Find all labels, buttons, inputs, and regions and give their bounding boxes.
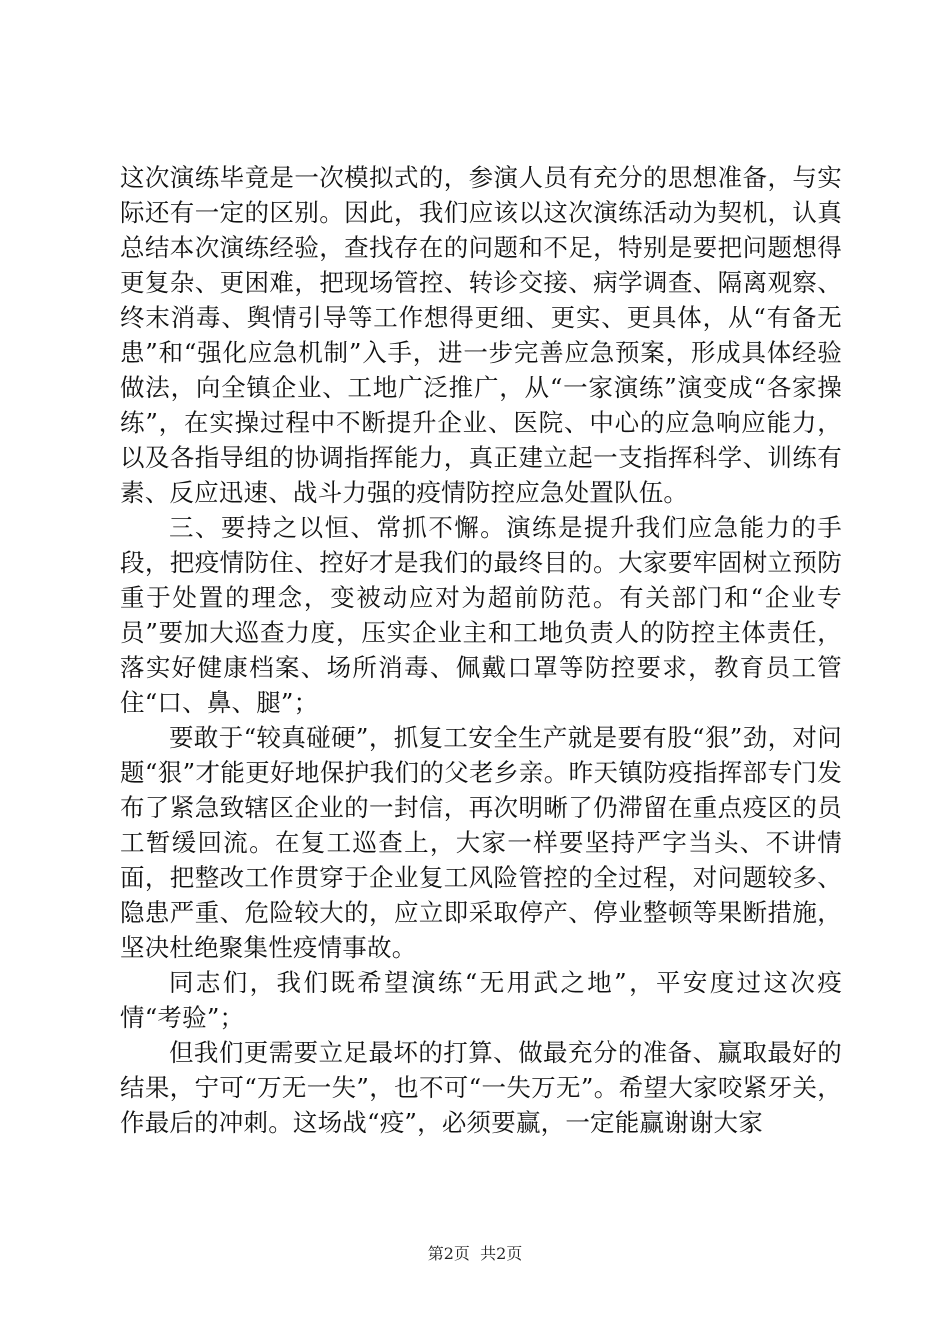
paragraph-2: 三、要持之以恒、常抓不懈。演练是提升我们应急能力的手段，把疫情防住、控好才是我们的最终目的。大家要牢固树立预防重于处置的理念，变被动应对为超前防范。有关部门和“企业专员”要加大巡查力度，压实企业主和工地负责人的防控主体责任，落实好健康档案、场所消毒、佩戴口罩等防控要求，教育员工管住“口、鼻、腿”； [120, 513, 842, 717]
paragraph-3: 要敢于“较真碰硬”，抓复工安全生产就是要有股“狠”劲，对问题“狠”才能更好地保护我们的父老乡亲。昨天镇防疫指挥部专门发布了紧急致辖区企业的一封信，再次明晰了仍滞留在重点疫区的员工暂缓回流。在复工巡查上，大家一样要坚持严字当头、不讲情面，把整改工作贯穿于企业复工风险管控的全过程，对问题较多、隐患严重、危险较大的，应立即采取停产、停业整顿等果断措施，坚决杜绝聚集性疫情事故。 [120, 723, 842, 962]
page-total: 共2页 [480, 1244, 523, 1263]
document-body [120, 160, 842, 1140]
paragraph-1: 这次演练毕竟是一次模拟式的，参演人员有充分的思想准备，与实际还有一定的区别。因此，我们应该以这次演练活动为契机，认真总结本次演练经验，查找存在的问题和不足，特别是要把问题想得更复杂、更困难，把现场管控、转诊交接、病学调查、隔离观察、终末消毒、舆情引导等工作想得更细、更实、更具体，从“有备无患”和“强化应急机制”入手，进一步完善应急预案，形成具体经验做法，向全镇企业、工地广泛推广，从“一家演练”演变成“各家操练”，在实操过程中不断提升企业、医院、中心的应急响应能力，以及各指导组的协调指挥能力，真正建立起一支指挥科学、训练有素、反应迅速、战斗力强的疫情防控应急处置队伍。 [120, 163, 842, 507]
paragraph-4: 同志们，我们既希望演练“无用武之地”，平安度过这次疫情“考验”； [120, 968, 842, 1032]
page-footer [0, 1244, 950, 1264]
paragraph-5: 但我们更需要立足最坏的打算、做最充分的准备、赢取最好的结果，宁可“万无一失”，也不可“一失万无”。希望大家咬紧牙关，作最后的冲刺。这场战“疫”，必须要赢，一定能赢谢谢大家 [120, 1038, 842, 1137]
page-number: 第2页 [427, 1244, 470, 1263]
